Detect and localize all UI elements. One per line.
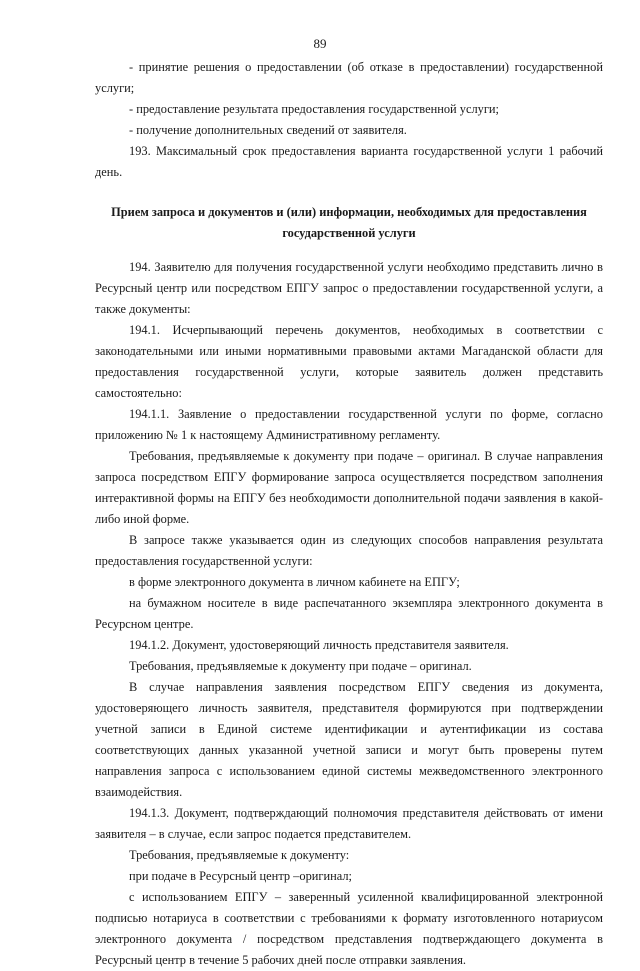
paragraph: 194. Заявителю для получения государственной услуги необходимо представить лично в Ресурсный центр или посредством ЕПГУ запрос о предоставлении государственной услуги, а также документы:	[95, 260, 603, 316]
paragraph: - принятие решения о предоставлении (об отказе в предоставлении) государственной услуги;	[95, 60, 603, 95]
paragraph: - предоставление результата предоставления государственной услуги;	[129, 102, 499, 116]
paragraph: с использованием ЕПГУ – заверенный усиленной квалифицированной электронной подписью нотариуса в соответствии с требованиями к формату изготовленного нотариусом электронного документа / посредством представления подтверждающего документа в Ресурсный центр в течение 5 рабочих дней после отправки заявления.	[95, 890, 603, 967]
paragraph: 194.1. Исчерпывающий перечень документов, необходимых в соответствии с законодательными или иными нормативными правовыми актами Магаданской области для предоставления государственной услуги, которые заявитель должен представить самостоятельно:	[95, 323, 603, 400]
paragraph: - получение дополнительных сведений от заявителя.	[129, 123, 407, 137]
paragraph: 194.1.1. Заявление о предоставлении государственной услуги по форме, согласно приложению № 1 к настоящему Административному регламенту.	[95, 407, 603, 442]
paragraph: Требования, предъявляемые к документу:	[129, 848, 350, 862]
paragraph: В случае направления заявления посредством ЕПГУ сведения из документа, удостоверяющего личность заявителя, представителя формируются при подтверждении учетной записи в Единой системе идентификации и аутентификации из состава соответствующих данных указанной учетной записи и могут быть проверены путем направления запроса с использованием единой системы межведомственного электронного взаимодействия.	[95, 680, 603, 799]
page-number: 89	[313, 36, 327, 51]
paragraph: Требования, предъявляемые к документу при подаче – оригинал.	[129, 659, 472, 673]
section-heading: Прием запроса и документов и (или) информации, необходимых для предоставления государственной услуги	[111, 205, 587, 240]
paragraph: на бумажном носителе в виде распечатанного экземпляра электронного документа в Ресурсном центре.	[95, 596, 603, 631]
paragraph: 194.1.2. Документ, удостоверяющий личность представителя заявителя.	[129, 638, 509, 652]
paragraph: при подаче в Ресурсный центр –оригинал;	[129, 869, 352, 883]
paragraph: Требования, предъявляемые к документу при подаче – оригинал. В случае направления запроса посредством ЕПГУ формирование запроса осуществляется посредством заполнения интерактивной формы на ЕПГУ без необходимости дополнительной подачи заявления в какой-либо иной форме.	[95, 449, 603, 526]
paragraph: в форме электронного документа в личном кабинете на ЕПГУ;	[129, 575, 460, 589]
paragraph: 194.1.3. Документ, подтверждающий полномочия представителя действовать от имени заявителя – в случае, если запрос подается представителем.	[95, 806, 603, 841]
paragraph: 193. Максимальный срок предоставления варианта государственной услуги 1 рабочий день.	[95, 144, 603, 179]
document-body	[95, 57, 603, 971]
paragraph: В запросе также указывается один из следующих способов направления результата предоставления государственной услуги:	[95, 533, 603, 568]
